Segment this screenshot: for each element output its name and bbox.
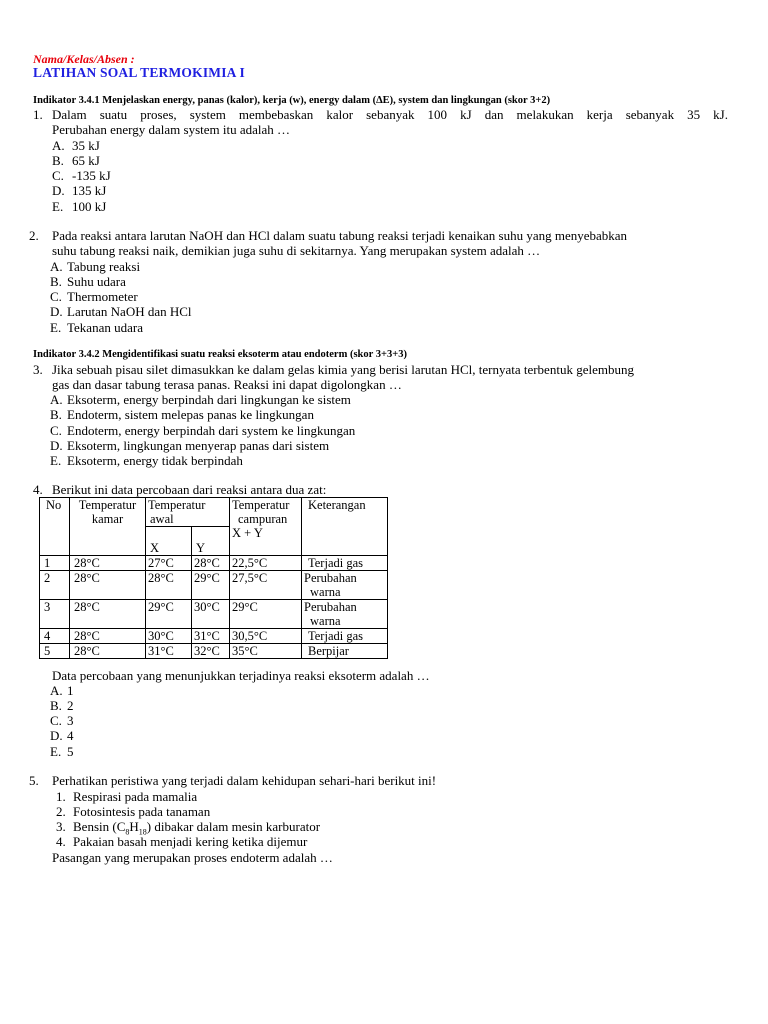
header-text: Temperatur bbox=[148, 498, 206, 512]
cell-mix: 30,5°C bbox=[230, 629, 302, 644]
question-2-option-d[interactable] bbox=[50, 304, 192, 319]
question-1-option-b[interactable] bbox=[52, 153, 100, 168]
option-letter: D. bbox=[50, 438, 63, 453]
question-3-stem-line-2: gas dan dasar tabung terasa panas. Reaksi ini dapat digolongkan … bbox=[52, 377, 402, 392]
option-text: Endoterm, energy berpindah dari system ke lingkungan bbox=[67, 423, 356, 438]
cell-y: 28°C bbox=[192, 556, 230, 571]
cell-no: 4 bbox=[40, 629, 70, 644]
option-letter: C. bbox=[50, 713, 62, 728]
option-letter: E. bbox=[50, 453, 62, 468]
option-text: 1 bbox=[67, 683, 74, 698]
question-3-option-c[interactable] bbox=[50, 423, 355, 438]
cell-no: 3 bbox=[40, 600, 70, 629]
cell-room: 28°C bbox=[70, 644, 146, 659]
cell-no: 1 bbox=[40, 556, 70, 571]
question-1-option-a[interactable] bbox=[52, 138, 100, 153]
cell-x: 27°C bbox=[146, 556, 192, 571]
question-4-option-b[interactable] bbox=[50, 698, 74, 713]
table-row bbox=[40, 600, 388, 629]
question-5-item-4 bbox=[56, 834, 307, 849]
header-mixture-temperature bbox=[230, 498, 302, 556]
option-letter: C. bbox=[50, 289, 62, 304]
item-text: H bbox=[129, 819, 139, 834]
item-number: 3. bbox=[56, 819, 66, 834]
option-text: Tabung reaksi bbox=[67, 259, 141, 274]
option-text: Larutan NaOH dan HCl bbox=[67, 304, 192, 319]
option-letter: B. bbox=[50, 698, 62, 713]
table-header-row bbox=[40, 498, 388, 527]
table-row bbox=[40, 644, 388, 659]
note-text: Perubahan bbox=[304, 571, 357, 585]
question-3-option-a[interactable] bbox=[50, 392, 351, 407]
header-note: Keterangan bbox=[302, 498, 388, 556]
item-number: 1. bbox=[56, 789, 66, 804]
option-letter: D. bbox=[52, 183, 65, 198]
question-3-option-e[interactable] bbox=[50, 453, 243, 468]
item-text: Fotosintesis pada tanaman bbox=[73, 804, 211, 819]
question-1-option-c[interactable] bbox=[52, 168, 111, 183]
note-text: Perubahan bbox=[304, 600, 357, 614]
cell-room: 28°C bbox=[70, 629, 146, 644]
option-text: 3 bbox=[67, 713, 74, 728]
subscript-carbon: 8 bbox=[125, 827, 130, 837]
option-letter: B. bbox=[52, 153, 64, 168]
option-letter: D. bbox=[50, 728, 63, 743]
option-text: 135 kJ bbox=[72, 183, 107, 198]
question-2-option-c[interactable] bbox=[50, 289, 138, 304]
question-2-stem-line-2: suhu tabung reaksi naik, demikian juga suhu di sekitarnya. Yang merupakan system adalah … bbox=[52, 243, 541, 258]
option-letter: B. bbox=[50, 274, 62, 289]
question-3-option-d[interactable] bbox=[50, 438, 329, 453]
header-text: X + Y bbox=[232, 526, 263, 540]
option-text: Thermometer bbox=[67, 289, 138, 304]
question-4-option-c[interactable] bbox=[50, 713, 74, 728]
question-1-stem-line-1: Dalam suatu proses, system membebaskan kalor sebanyak 100 kJ dan melakukan kerja sebanyak 35 kJ. bbox=[52, 107, 728, 122]
header-text: Temperatur bbox=[78, 498, 137, 512]
header-text: kamar bbox=[91, 512, 124, 526]
option-letter: D. bbox=[50, 304, 63, 319]
item-number: 2. bbox=[56, 804, 66, 819]
question-2-option-a[interactable] bbox=[50, 259, 140, 274]
cell-note bbox=[302, 629, 388, 644]
option-text: 4 bbox=[67, 728, 74, 743]
subscript-hydrogen: 18 bbox=[138, 827, 147, 837]
cell-x: 30°C bbox=[146, 629, 192, 644]
question-2-option-b[interactable] bbox=[50, 274, 126, 289]
table-row bbox=[40, 571, 388, 600]
cell-note bbox=[302, 600, 388, 629]
option-letter: A. bbox=[50, 683, 63, 698]
option-letter: E. bbox=[50, 744, 62, 759]
note-text: warna bbox=[310, 614, 341, 628]
name-class-field-label: Nama/Kelas/Absen : bbox=[33, 52, 135, 66]
question-4-number: 4. bbox=[33, 482, 43, 497]
option-text: -135 kJ bbox=[72, 168, 111, 183]
question-3-stem-line-1: Jika sebuah pisau silet dimasukkan ke dalam gelas kimia yang berisi larutan HCl, ternyata terbentuk gelembung bbox=[52, 362, 634, 377]
note-text: warna bbox=[310, 585, 341, 599]
item-text: Respirasi pada mamalia bbox=[73, 789, 198, 804]
worksheet-title: LATIHAN SOAL TERMOKIMIA I bbox=[33, 65, 245, 80]
option-text: Endoterm, sistem melepas panas ke lingkungan bbox=[67, 407, 314, 422]
cell-y: 29°C bbox=[192, 571, 230, 600]
table-row bbox=[40, 629, 388, 644]
question-5-stem: Perhatikan peristiwa yang terjadi dalam kehidupan sehari-hari berikut ini! bbox=[52, 773, 437, 788]
header-y: Y bbox=[192, 527, 230, 556]
indicator-3-4-2: Indikator 3.4.2 Mengidentifikasi suatu reaksi eksoterm atau endoterm (skor 3+3+3) bbox=[33, 349, 407, 360]
question-1-option-e[interactable] bbox=[52, 199, 106, 214]
cell-note bbox=[302, 644, 388, 659]
option-text: Suhu udara bbox=[67, 274, 126, 289]
question-4-stem: Berikut ini data percobaan dari reaksi antara dua zat: bbox=[52, 482, 327, 497]
note-text: Terjadi gas bbox=[308, 556, 364, 570]
cell-y: 30°C bbox=[192, 600, 230, 629]
option-letter: E. bbox=[52, 199, 64, 214]
cell-note bbox=[302, 556, 388, 571]
cell-room: 28°C bbox=[70, 556, 146, 571]
question-5-number: 5. bbox=[29, 773, 39, 788]
question-3-option-b[interactable] bbox=[50, 407, 314, 422]
question-1-option-d[interactable] bbox=[52, 183, 106, 198]
question-1-stem-line-2: Perubahan energy dalam system itu adalah … bbox=[52, 122, 291, 137]
question-5-item-2 bbox=[56, 804, 210, 819]
item-text: ) dibakar dalam mesin karburator bbox=[146, 819, 321, 834]
option-text: Tekanan udara bbox=[67, 320, 143, 335]
cell-mix: 22,5°C bbox=[230, 556, 302, 571]
item-text: Pakaian basah menjadi kering ketika dijemur bbox=[73, 834, 308, 849]
header-text: awal bbox=[150, 512, 174, 526]
option-text: 35 kJ bbox=[72, 138, 100, 153]
cell-room: 28°C bbox=[70, 571, 146, 600]
note-text: Terjadi gas bbox=[308, 629, 364, 643]
option-letter: A. bbox=[50, 392, 63, 407]
question-4-prompt: Data percobaan yang menunjukkan terjadinya reaksi eksoterm adalah … bbox=[52, 668, 430, 683]
question-2-number: 2. bbox=[29, 228, 39, 243]
header-room-temperature bbox=[70, 498, 146, 556]
item-number: 4. bbox=[56, 834, 66, 849]
option-text: 5 bbox=[67, 744, 74, 759]
cell-y: 32°C bbox=[192, 644, 230, 659]
question-4-option-d[interactable] bbox=[50, 728, 74, 743]
cell-x: 28°C bbox=[146, 571, 192, 600]
cell-mix: 29°C bbox=[230, 600, 302, 629]
option-letter: E. bbox=[50, 320, 62, 335]
question-2-stem-line-1: Pada reaksi antara larutan NaOH dan HCl dalam suatu tabung reaksi terjadi kenaikan suhu yang menyebabkan bbox=[52, 228, 628, 243]
option-text: 65 kJ bbox=[72, 153, 100, 168]
question-2-option-e[interactable] bbox=[50, 320, 143, 335]
option-letter: C. bbox=[50, 423, 62, 438]
question-1-number: 1. bbox=[33, 107, 43, 122]
table-row bbox=[40, 556, 388, 571]
question-4-option-a[interactable] bbox=[50, 683, 74, 698]
option-letter: B. bbox=[50, 407, 62, 422]
experiment-data-table bbox=[39, 497, 388, 659]
header-text: Temperatur bbox=[232, 498, 290, 512]
header-no: No bbox=[40, 498, 70, 556]
cell-mix: 27,5°C bbox=[230, 571, 302, 600]
header-initial-temperature bbox=[146, 498, 230, 527]
cell-no: 5 bbox=[40, 644, 70, 659]
item-text: Bensin (C bbox=[73, 819, 126, 834]
option-text: 2 bbox=[67, 698, 74, 713]
cell-x: 29°C bbox=[146, 600, 192, 629]
cell-no: 2 bbox=[40, 571, 70, 600]
option-text: Eksoterm, lingkungan menyerap panas dari sistem bbox=[67, 438, 330, 453]
option-letter: C. bbox=[52, 168, 64, 183]
option-text: Eksoterm, energy berpindah dari lingkungan ke sistem bbox=[67, 392, 351, 407]
cell-x: 31°C bbox=[146, 644, 192, 659]
option-text: Eksoterm, energy tidak berpindah bbox=[67, 453, 243, 468]
option-text: 100 kJ bbox=[72, 199, 107, 214]
cell-room: 28°C bbox=[70, 600, 146, 629]
note-text: Berpijar bbox=[308, 644, 349, 658]
header-x: X bbox=[146, 527, 192, 556]
question-4-option-e[interactable] bbox=[50, 744, 74, 759]
header-text: campuran bbox=[238, 512, 288, 526]
cell-note bbox=[302, 571, 388, 600]
option-letter: A. bbox=[50, 259, 63, 274]
question-3-number: 3. bbox=[33, 362, 43, 377]
question-5-item-1 bbox=[56, 789, 197, 804]
option-letter: A. bbox=[52, 138, 65, 153]
cell-mix: 35°C bbox=[230, 644, 302, 659]
cell-y: 31°C bbox=[192, 629, 230, 644]
question-5-prompt: Pasangan yang merupakan proses endoterm adalah … bbox=[52, 850, 333, 865]
indicator-3-4-1: Indikator 3.4.1 Menjelaskan energy, panas (kalor), kerja (w), energy dalam (ΔE), system dan lingkungan (skor 3+2) bbox=[33, 95, 551, 106]
